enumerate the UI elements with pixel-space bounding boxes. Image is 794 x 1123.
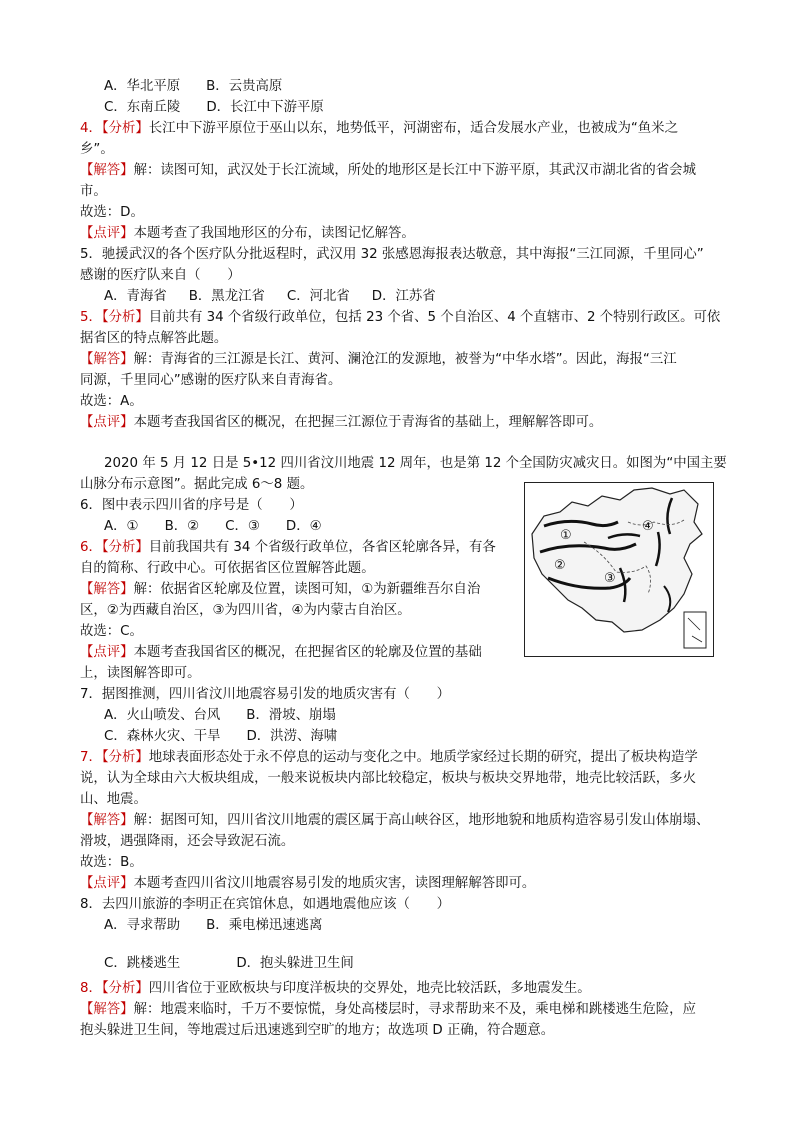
q3-options-row2 bbox=[104, 97, 324, 118]
q8-analysis-text: 四川省位于亚欧板块与印度洋板块的交界处，地壳比较活跃，多地震发生。 bbox=[148, 981, 591, 996]
q6-choice: 故选：C。 bbox=[80, 624, 143, 639]
q6-answer-text: 解：依据省区轮廓及位置，读图可知，①为新疆维吾尔自治 bbox=[133, 582, 481, 597]
q6-analysis-tag: 【分析】 bbox=[101, 540, 149, 555]
q4-analysis bbox=[80, 118, 678, 139]
q5-options bbox=[104, 286, 436, 307]
q7-stem: 7．据图推测，四川省汶川地震容易引发的地质灾害有（ ） bbox=[80, 687, 451, 702]
q6-analysis-num: 6． bbox=[80, 540, 102, 555]
q4-answer bbox=[80, 160, 696, 181]
q6-analysis-cont: 自的简称、行政中心。可依据省区位置解答此题。 bbox=[80, 561, 375, 576]
q7-comment bbox=[80, 873, 535, 894]
q7-analysis-text: 地球表面形态处于永不停息的运动与变化之中。地质学家经过长期的研究，提出了板块构造学 bbox=[148, 750, 698, 765]
q7-choice: 故选：B。 bbox=[80, 855, 143, 870]
q5-comment-tag: 【点评】 bbox=[80, 415, 134, 430]
q7-option-d: D．洪涝、海啸 bbox=[246, 729, 338, 744]
q7-answer-tag: 【解答】 bbox=[80, 813, 134, 828]
q8-answer-text: 解：地震来临时，千万不要惊慌，身处高楼层时，寻求帮助来不及，乘电梯和跳楼逃生危险，应 bbox=[133, 1002, 696, 1017]
q4-analysis-cont: 乡”。 bbox=[80, 142, 114, 157]
q8-analysis bbox=[80, 978, 591, 999]
q5-analysis-tag: 【分析】 bbox=[101, 310, 149, 325]
q8-option-c: C．跳楼逃生 bbox=[104, 956, 181, 971]
q6-8-intro-cont: 山脉分布示意图”。据此完成 6～8 题。 bbox=[80, 477, 314, 492]
q8-option-d: D．抱头躲进卫生间 bbox=[236, 956, 354, 971]
q7-analysis-cont2: 山、地震。 bbox=[80, 792, 147, 807]
q6-analysis bbox=[80, 537, 496, 558]
q5-analysis bbox=[80, 307, 720, 328]
q6-comment-text: 本题考查我国省区的概况，在把握省区的轮廓及位置的基础 bbox=[133, 645, 482, 660]
china-mountains-map bbox=[524, 482, 714, 657]
q5-answer bbox=[80, 349, 677, 370]
q7-option-c: C．森林火灾、干旱 bbox=[104, 729, 221, 744]
q6-option-a: A．① bbox=[104, 519, 139, 534]
q5-comment bbox=[80, 412, 602, 433]
q5-answer-cont: 同源，千里同心”感谢的医疗队来自青海省。 bbox=[80, 373, 342, 388]
q6-answer bbox=[80, 579, 480, 600]
q7-answer bbox=[80, 810, 709, 831]
q5-option-b: B．黑龙江省 bbox=[188, 289, 265, 304]
q8-answer-tag: 【解答】 bbox=[80, 1002, 134, 1017]
q5-option-a: A．青海省 bbox=[104, 289, 167, 304]
q6-comment bbox=[80, 642, 482, 663]
q7-analysis-tag: 【分析】 bbox=[101, 750, 149, 765]
q5-comment-text: 本题考查我国省区的概况，在把握三江源位于青海省的基础上，理解解答即可。 bbox=[133, 415, 603, 430]
map-label-3: ③ bbox=[604, 571, 616, 586]
q4-answer-cont: 市。 bbox=[80, 184, 107, 199]
q7-comment-text: 本题考查四川省汶川地震容易引发的地质灾害，读图理解解答即可。 bbox=[133, 876, 536, 891]
q5-stem: 5．驰援武汉的各个医疗队分批返程时，武汉用 32 张感恩海报表达敬意，其中海报“三江同源，千里同心” bbox=[80, 247, 704, 262]
q6-option-b: B．② bbox=[164, 519, 200, 534]
map-label-4: ④ bbox=[642, 519, 654, 534]
q8-option-b: B．乘电梯迅速逃离 bbox=[206, 918, 323, 933]
q5-analysis-cont: 据省区的特点解答此题。 bbox=[80, 331, 228, 346]
q8-options-row2 bbox=[104, 953, 354, 974]
q7-analysis-num: 7． bbox=[80, 750, 102, 765]
q8-answer-cont: 抱头躲进卫生间，等地震过后迅速逃到空旷的地方；故选项 D 正确，符合题意。 bbox=[80, 1023, 555, 1038]
q4-analysis-text: 长江中下游平原位于巫山以东，地势低平，河湖密布，适合发展水产业，也被成为“鱼米之 bbox=[148, 121, 678, 136]
map-label-1: ① bbox=[560, 528, 572, 543]
q7-answer-cont: 滑坡，遇强降雨，还会导致泥石流。 bbox=[80, 834, 295, 849]
q4-analysis-num: 4． bbox=[80, 121, 102, 136]
q6-answer-cont: 区，②为西藏自治区，③为四川省，④为内蒙古自治区。 bbox=[80, 603, 411, 618]
q4-comment bbox=[80, 223, 415, 244]
q6-option-c: C．③ bbox=[225, 519, 260, 534]
q5-stem-cont: 感谢的医疗队来自（ ） bbox=[80, 268, 241, 283]
q7-analysis bbox=[80, 747, 698, 768]
q4-comment-tag: 【点评】 bbox=[80, 226, 134, 241]
q6-answer-tag: 【解答】 bbox=[80, 582, 134, 597]
q7-comment-tag: 【点评】 bbox=[80, 876, 134, 891]
q8-analysis-num: 8． bbox=[80, 981, 102, 996]
q7-options-row1 bbox=[104, 705, 336, 726]
q6-option-d: D．④ bbox=[285, 519, 322, 534]
q4-analysis-tag: 【分析】 bbox=[101, 121, 149, 136]
q6-comment-cont: 上，读图解答即可。 bbox=[80, 666, 201, 681]
q8-options-row1 bbox=[104, 915, 322, 936]
q5-option-d: D．江苏省 bbox=[371, 289, 436, 304]
q5-analysis-num: 5． bbox=[80, 310, 102, 325]
q4-answer-tag: 【解答】 bbox=[80, 163, 134, 178]
q4-answer-text: 解：读图可知，武汉处于长江流域，所处的地形区是长江中下游平原，其武汉市湖北省的省会城 bbox=[133, 163, 696, 178]
q3-option-b: B．云贵高原 bbox=[206, 79, 283, 94]
q6-comment-tag: 【点评】 bbox=[80, 645, 134, 660]
q6-analysis-text: 目前我国共有 34 个省级行政单位，各省区轮廓各异，有各 bbox=[148, 540, 496, 555]
q3-option-a: A．华北平原 bbox=[104, 79, 181, 94]
q5-choice: 故选：A。 bbox=[80, 394, 143, 409]
q8-option-a: A．寻求帮助 bbox=[104, 918, 181, 933]
q7-options-row2 bbox=[104, 726, 337, 747]
q5-answer-tag: 【解答】 bbox=[80, 352, 134, 367]
q4-comment-text: 本题考查了我国地形区的分布，读图记忆解答。 bbox=[133, 226, 415, 241]
q5-option-c: C．河北省 bbox=[286, 289, 350, 304]
map-label-2: ② bbox=[554, 558, 566, 573]
q7-option-b: B．滑坡、崩塌 bbox=[246, 708, 336, 723]
q8-answer bbox=[80, 999, 696, 1020]
q8-analysis-tag: 【分析】 bbox=[101, 981, 149, 996]
q6-stem: 6．图中表示四川省的序号是（ ） bbox=[80, 498, 303, 513]
q7-answer-text: 解：据图可知，四川省汶川地震的震区属于高山峡谷区，地形地貌和地质构造容易引发山体崩塌、 bbox=[133, 813, 710, 828]
q7-analysis-cont: 说，认为全球由六大板块组成，一般来说板块内部比较稳定，板块与板块交界地带，地壳比较活跃，多火 bbox=[80, 771, 696, 786]
q4-choice: 故选：D。 bbox=[80, 205, 144, 220]
q6-options bbox=[104, 516, 322, 537]
q3-option-d: D．长江中下游平原 bbox=[206, 100, 324, 115]
q5-analysis-text: 目前共有 34 个省级行政单位，包括 23 个省、5 个自治区、4 个直辖市、2 个特别行政区。可依 bbox=[148, 310, 721, 325]
q3-options-row1 bbox=[104, 76, 282, 97]
q6-8-intro: 2020 年 5 月 12 日是 5•12 四川省汶川地震 12 周年，也是第 12 个全国防灾减灾日。如图为“中国主要 bbox=[104, 456, 727, 471]
q3-option-c: C．东南丘陵 bbox=[104, 100, 181, 115]
q7-option-a: A．火山喷发、台风 bbox=[104, 708, 221, 723]
q5-answer-text: 解：青海省的三江源是长江、黄河、澜沧江的发源地，被誉为“中华水塔”。因此，海报“三江 bbox=[133, 352, 677, 367]
q8-stem: 8．去四川旅游的李明正在宾馆休息，如遇地震他应该（ ） bbox=[80, 897, 451, 912]
